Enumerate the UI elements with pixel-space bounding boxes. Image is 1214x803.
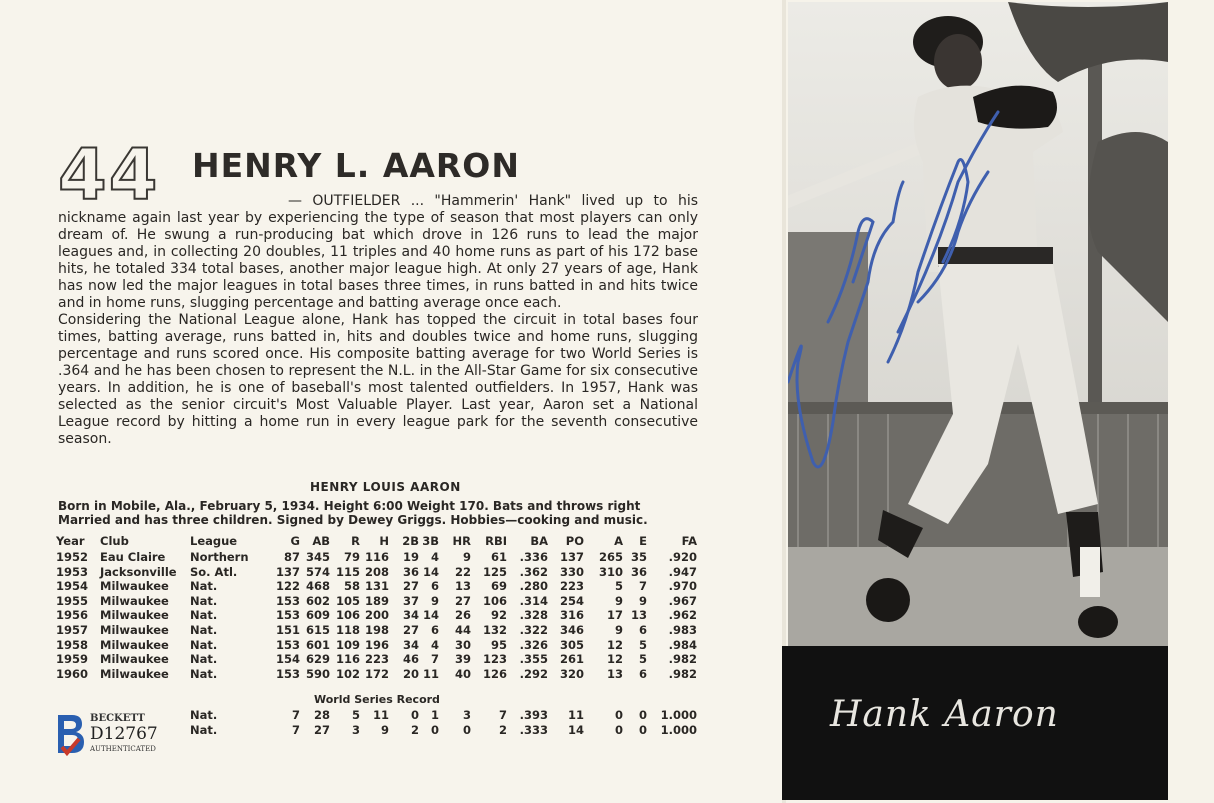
cell-2b: 20	[402, 666, 419, 681]
cell-3b: 11	[422, 666, 439, 681]
cell-club: Milwaukee	[100, 593, 169, 608]
cell-po: 137	[559, 550, 584, 564]
col-r: R	[351, 533, 360, 548]
cell-ab: 468	[305, 579, 330, 594]
jersey-number: 44	[58, 134, 160, 216]
cell-fa: .984	[668, 637, 697, 652]
printed-signature-panel	[782, 646, 1168, 800]
cell-r: 116	[335, 652, 360, 667]
stats-row	[56, 623, 697, 638]
cell-ba: .393	[519, 708, 548, 722]
cell-rbi: 125	[482, 564, 507, 579]
stats-row	[56, 594, 697, 609]
cell-year: 1956	[56, 608, 89, 623]
col-hr: HR	[452, 533, 471, 548]
cell-league: Nat.	[190, 579, 218, 594]
batting-photo-illustration	[788, 2, 1168, 646]
cell-po: 254	[559, 593, 584, 608]
biography	[58, 193, 698, 448]
cell-league: So. Atl.	[190, 564, 238, 579]
stats-row	[56, 608, 697, 623]
col-year: Year	[56, 533, 85, 548]
cell-3b: 7	[430, 652, 439, 667]
cell-club: Milwaukee	[100, 666, 169, 681]
cell-fa: .967	[668, 593, 697, 608]
cell-club: Milwaukee	[100, 637, 169, 652]
world-series-title: World Series Record	[314, 693, 440, 706]
cell-3b: 9	[430, 593, 439, 608]
cell-r: 3	[351, 723, 360, 737]
cell-fa: .982	[668, 652, 697, 667]
cell-2b: 37	[402, 593, 419, 608]
cell-ab: 629	[305, 652, 330, 667]
cell-a: 5	[614, 579, 623, 594]
cell-rbi: 123	[482, 652, 507, 667]
cell-ba: .362	[519, 564, 548, 579]
cell-hr: 44	[454, 622, 471, 637]
cell-ab: 345	[305, 550, 330, 564]
cell-ba: .355	[519, 652, 548, 667]
cell-league: Nat.	[190, 723, 218, 737]
cell-hr: 26	[454, 608, 471, 623]
cell-year: 1952	[56, 550, 89, 564]
cell-ba: .333	[519, 723, 548, 737]
cell-e: 5	[638, 637, 647, 652]
cell-hr: 30	[454, 637, 471, 652]
stats-row	[56, 579, 697, 594]
col-po: PO	[565, 533, 584, 548]
cell-2b: 36	[402, 564, 419, 579]
cell-rbi: 92	[490, 608, 507, 623]
cell-e: 36	[630, 564, 647, 579]
cell-2b: 27	[402, 622, 419, 637]
cell-po: 320	[559, 666, 584, 681]
cell-po: 330	[559, 564, 584, 579]
col-ab: AB	[312, 533, 330, 548]
cell-club: Eau Claire	[100, 550, 166, 564]
cell-league: Nat.	[190, 637, 218, 652]
cell-year: 1958	[56, 637, 89, 652]
cell-rbi: 95	[490, 637, 507, 652]
cell-po: 305	[559, 637, 584, 652]
cell-e: 35	[630, 550, 647, 564]
cell-g: 7	[291, 723, 300, 737]
cell-club: Milwaukee	[100, 608, 169, 623]
col-rbi: RBI	[485, 533, 507, 548]
cell-a: 12	[606, 652, 623, 667]
cell-fa: .982	[668, 666, 697, 681]
cell-fa: .970	[668, 579, 697, 594]
cell-g: 153	[275, 593, 300, 608]
cell-a: 310	[598, 564, 623, 579]
cell-r: 5	[351, 708, 360, 722]
bio-paragraph-2: Considering the National League alone, Hank has topped the circuit in total bases four times, batting average, runs batted in, hits and doubles twice and home runs, slugging percentage and runs scored once. His composite batting average for two World Series is .364 and he has been chosen to represent the N.L. in the All-Star Game for six consecutive years. In addition, he is one of baseball's most talented outfielders. In 1957, Hank was selected as the senior circuit's Most Valuable Player. Last year, Aaron set a National League record by hitting a home run in every league park for the seventh consecutive season.	[58, 312, 698, 447]
cell-league: Nat.	[190, 708, 218, 722]
cell-league: Nat.	[190, 622, 218, 637]
printed-signature: Hank Aaron	[830, 694, 1059, 735]
cell-fa: .983	[668, 622, 697, 637]
cell-2b: 0	[410, 708, 419, 722]
cell-fa: .947	[668, 564, 697, 579]
col-club: Club	[100, 533, 129, 548]
cell-h: 198	[364, 622, 389, 637]
cell-e: 13	[630, 608, 647, 623]
personal-facts	[58, 499, 698, 527]
cell-fa: .920	[668, 550, 697, 564]
cell-rbi: 69	[490, 579, 507, 594]
career-stats-table	[56, 532, 697, 681]
beckett-status: AUTHENTICATED	[90, 745, 156, 753]
col-g: G	[290, 533, 300, 548]
cell-ba: .280	[519, 579, 548, 594]
cell-ab: 574	[305, 564, 330, 579]
cell-e: 5	[638, 652, 647, 667]
full-name-heading: HENRY LOUIS AARON	[310, 480, 461, 494]
stats-header-row	[56, 532, 697, 550]
cell-3b: 4	[430, 550, 439, 564]
cell-r: 118	[335, 622, 360, 637]
cell-a: 9	[614, 593, 623, 608]
cell-e: 7	[638, 579, 647, 594]
cell-year: 1960	[56, 666, 89, 681]
facts-line-2: Married and has three children. Signed by Dewey Griggs. Hobbies—cooking and music.	[58, 513, 648, 527]
cell-r: 102	[335, 666, 360, 681]
cell-club: Jacksonville	[100, 564, 177, 579]
stats-row	[56, 652, 697, 667]
cell-g: 153	[275, 608, 300, 623]
cell-ab: 590	[305, 666, 330, 681]
cell-g: 153	[275, 637, 300, 652]
cell-ab: 601	[305, 637, 330, 652]
cell-h: 131	[364, 579, 389, 594]
cell-ba: .336	[519, 550, 548, 564]
cell-r: 58	[343, 579, 360, 594]
cell-g: 87	[283, 550, 300, 564]
cell-ba: .314	[519, 593, 548, 608]
cell-r: 115	[335, 564, 360, 579]
stats-row	[56, 667, 697, 682]
cell-league: Nat.	[190, 593, 218, 608]
cell-2b: 27	[402, 579, 419, 594]
cell-year: 1954	[56, 579, 89, 594]
stats-body	[56, 550, 697, 681]
cell-ab: 615	[305, 622, 330, 637]
cell-year: 1957	[56, 622, 89, 637]
cell-league: Nat.	[190, 652, 218, 667]
cell-r: 109	[335, 637, 360, 652]
cell-year: 1959	[56, 652, 89, 667]
beckett-brand: BECKETT	[90, 713, 145, 724]
cell-rbi: 126	[482, 666, 507, 681]
stats-row	[56, 638, 697, 653]
beckett-authentication-sticker	[52, 707, 172, 765]
cell-h: 172	[364, 666, 389, 681]
cell-3b: 6	[430, 579, 439, 594]
cell-g: 7	[291, 708, 300, 722]
beckett-cert-id: D12767	[90, 724, 158, 744]
cell-a: 0	[614, 723, 623, 737]
cell-g: 137	[275, 564, 300, 579]
cell-ab: 602	[305, 593, 330, 608]
bio-paragraph-1: — OUTFIELDER ... "Hammerin' Hank" lived up to his nickname again last year by experiencing the type of season that most players can only dream of. He swung a run-producing bat which drove in 126 runs to lead the major leagues and, in collecting 20 doubles, 11 triples and 40 home runs as part of his 172 base hits, he totaled 334 total bases, another major league high. At only 27 years of age, Hank has now led the major leagues in total bases three times, in runs batted in and hits twice and in home runs, slugging percentage and batting average once each.	[58, 193, 698, 311]
cell-po: 346	[559, 622, 584, 637]
player-name: HENRY L. AARON	[192, 146, 520, 185]
cell-hr: 13	[454, 579, 471, 594]
cell-h: 223	[364, 652, 389, 667]
cell-g: 122	[275, 579, 300, 594]
col-fa: FA	[681, 533, 697, 548]
cell-ab: 27	[313, 723, 330, 737]
cell-h: 196	[364, 637, 389, 652]
cell-e: 6	[638, 666, 647, 681]
stats-row	[56, 550, 697, 565]
cell-ba: .322	[519, 622, 548, 637]
cell-3b: 14	[422, 608, 439, 623]
cell-r: 79	[343, 550, 360, 564]
beckett-logo-icon	[54, 711, 86, 759]
cell-ba: .326	[519, 637, 548, 652]
cell-rbi: 61	[490, 550, 507, 564]
cell-ba: .328	[519, 608, 548, 623]
cell-club: Milwaukee	[100, 622, 169, 637]
col-2b: 2B	[402, 533, 419, 548]
cell-a: 265	[598, 550, 623, 564]
cell-hr: 3	[462, 708, 471, 722]
cell-g: 151	[275, 622, 300, 637]
cell-po: 316	[559, 608, 584, 623]
facts-line-1: Born in Mobile, Ala., February 5, 1934. Height 6:00 Weight 170. Bats and throws right	[58, 499, 641, 513]
col-e: E	[639, 533, 647, 548]
cell-e: 0	[638, 723, 647, 737]
cell-e: 9	[638, 593, 647, 608]
cell-po: 261	[559, 652, 584, 667]
cell-3b: 4	[430, 637, 439, 652]
cell-2b: 19	[402, 550, 419, 564]
cell-3b: 0	[430, 723, 439, 737]
cell-r: 106	[335, 608, 360, 623]
cell-2b: 2	[410, 723, 419, 737]
cell-h: 11	[372, 708, 389, 722]
cell-rbi: 106	[482, 593, 507, 608]
player-photo	[788, 2, 1168, 646]
cell-2b: 46	[402, 652, 419, 667]
cell-po: 223	[559, 579, 584, 594]
cell-rbi: 132	[482, 622, 507, 637]
stats-row	[56, 565, 697, 580]
cell-rbi: 2	[498, 723, 507, 737]
cell-r: 105	[335, 593, 360, 608]
cell-league: Nat.	[190, 608, 218, 623]
col-3b: 3B	[422, 533, 439, 548]
cell-h: 116	[364, 550, 389, 564]
cell-e: 0	[638, 708, 647, 722]
cell-fa: 1.000	[660, 723, 697, 737]
cell-a: 13	[606, 666, 623, 681]
cell-a: 17	[606, 608, 623, 623]
cell-3b: 6	[430, 622, 439, 637]
cell-league: Nat.	[190, 666, 218, 681]
cell-po: 14	[567, 723, 584, 737]
col-league: League	[190, 533, 238, 548]
cell-h: 208	[364, 564, 389, 579]
cell-hr: 22	[454, 564, 471, 579]
cell-h: 9	[380, 723, 389, 737]
cell-hr: 39	[454, 652, 471, 667]
col-ba: BA	[530, 533, 548, 548]
cell-year: 1953	[56, 564, 89, 579]
cell-3b: 1	[430, 708, 439, 722]
cell-hr: 9	[462, 550, 471, 564]
cell-club: Milwaukee	[100, 579, 169, 594]
cell-hr: 27	[454, 593, 471, 608]
cell-ba: .292	[519, 666, 548, 681]
cell-a: 9	[614, 622, 623, 637]
cell-rbi: 7	[498, 708, 507, 722]
cell-league: Northern	[190, 550, 249, 564]
cell-g: 154	[275, 652, 300, 667]
cell-2b: 34	[402, 608, 419, 623]
cell-ab: 609	[305, 608, 330, 623]
cell-club: Milwaukee	[100, 652, 169, 667]
cell-h: 200	[364, 608, 389, 623]
cell-2b: 34	[402, 637, 419, 652]
cell-a: 12	[606, 637, 623, 652]
cell-hr: 0	[462, 723, 471, 737]
cell-year: 1955	[56, 593, 89, 608]
cell-e: 6	[638, 622, 647, 637]
cell-g: 153	[275, 666, 300, 681]
cell-h: 189	[364, 593, 389, 608]
col-h: H	[379, 533, 389, 548]
cell-ab: 28	[313, 708, 330, 722]
cell-hr: 40	[454, 666, 471, 681]
cell-3b: 14	[422, 564, 439, 579]
cell-a: 0	[614, 708, 623, 722]
col-a: A	[614, 533, 623, 548]
cell-po: 11	[567, 708, 584, 722]
cell-fa: 1.000	[660, 708, 697, 722]
cell-fa: .962	[668, 608, 697, 623]
